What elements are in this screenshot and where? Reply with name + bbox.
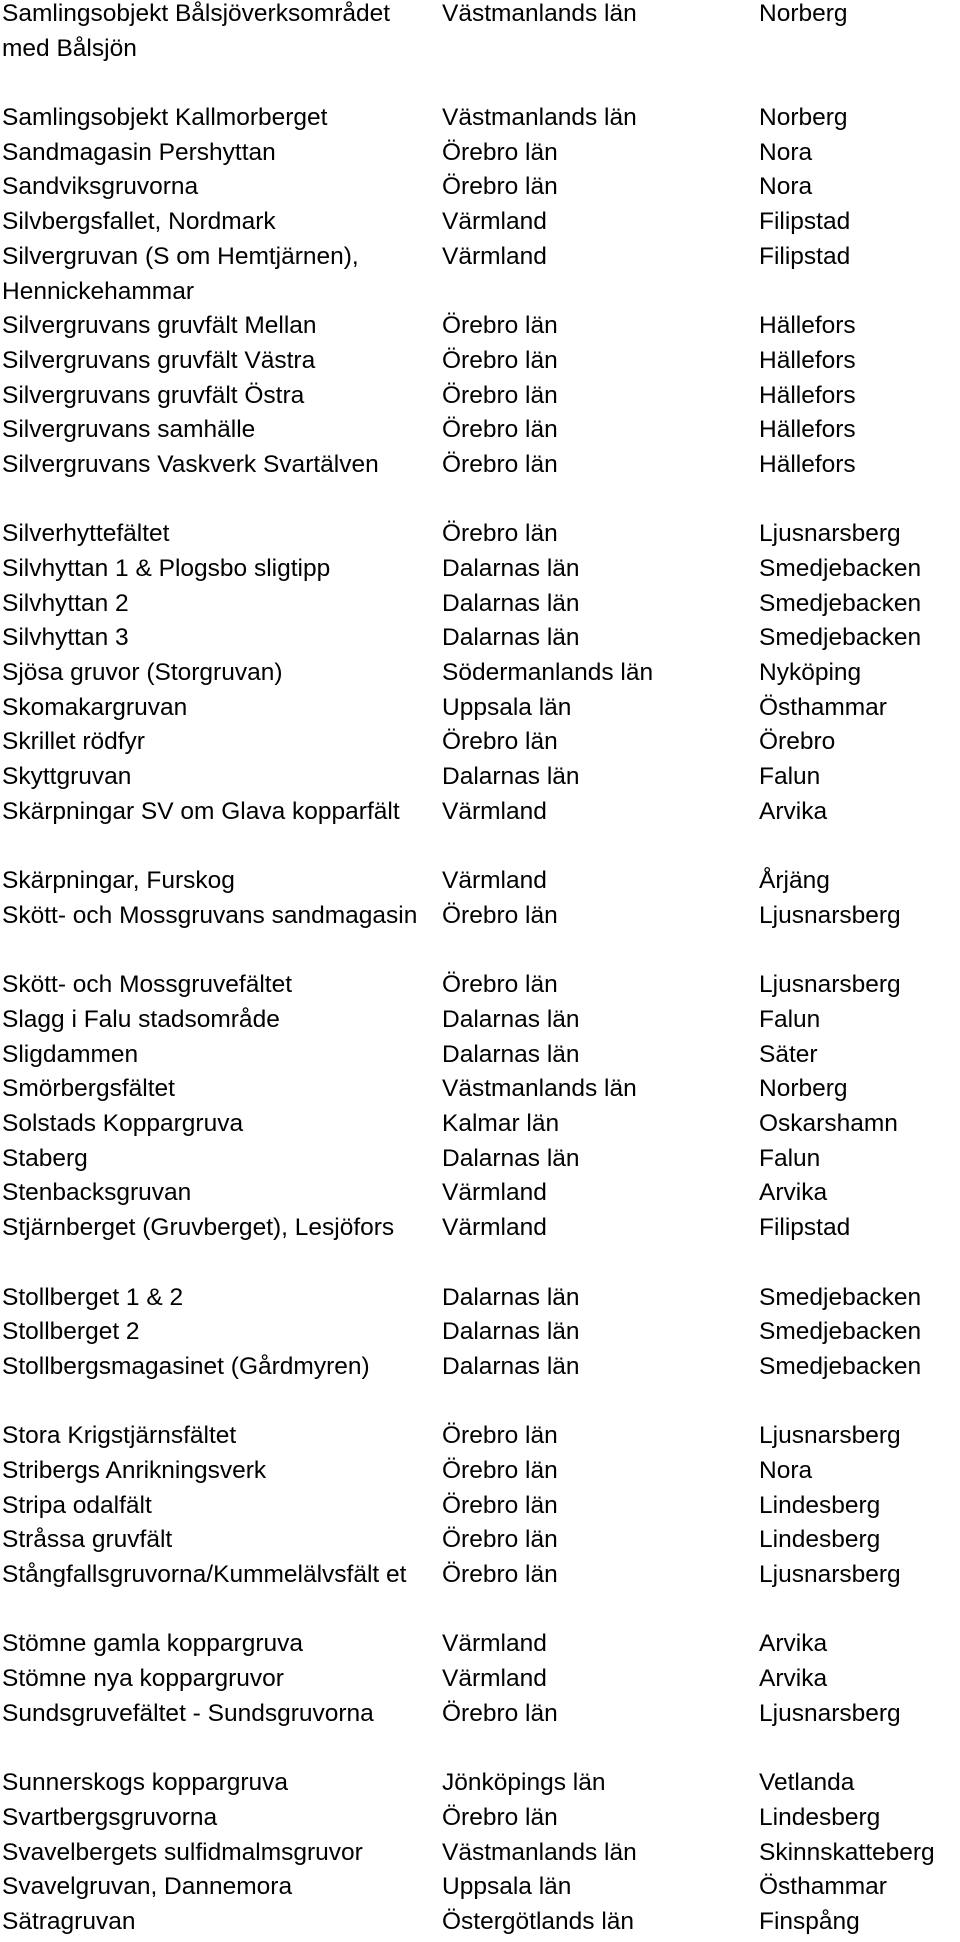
table-row bbox=[2, 101, 960, 136]
municipality-cell: Falun bbox=[759, 763, 821, 791]
table-row bbox=[2, 552, 960, 587]
county-cell: Västmanlands län bbox=[442, 1838, 637, 1866]
table-row bbox=[2, 864, 960, 899]
site-name-cell: Stråssa gruvfält bbox=[2, 1526, 173, 1554]
county-cell: Örebro län bbox=[442, 1491, 558, 1519]
municipality-cell: Filipstad bbox=[759, 1214, 851, 1242]
table-row bbox=[2, 656, 960, 691]
county-cell: Örebro län bbox=[442, 971, 558, 999]
county-cell: Dalarnas län bbox=[442, 763, 580, 791]
table-row bbox=[2, 1281, 960, 1316]
table-row bbox=[2, 1419, 960, 1454]
county-cell: Värmland bbox=[442, 1630, 547, 1658]
table-row bbox=[2, 170, 960, 205]
county-cell: Örebro län bbox=[442, 1526, 558, 1554]
site-name-cell: Stjärnberget (Gruvberget), Lesjöfors bbox=[2, 1214, 395, 1242]
county-cell: Västmanlands län bbox=[442, 1075, 637, 1103]
table-row bbox=[2, 691, 960, 726]
table-row bbox=[2, 1558, 960, 1627]
municipality-cell: Nora bbox=[759, 138, 813, 166]
table-row bbox=[2, 344, 960, 379]
table-row bbox=[2, 760, 960, 795]
county-cell: Örebro län bbox=[442, 520, 558, 548]
municipality-cell: Lindesberg bbox=[759, 1491, 881, 1519]
table-row bbox=[2, 899, 960, 968]
table-row bbox=[2, 136, 960, 171]
county-cell: Östergötlands län bbox=[442, 1907, 635, 1935]
table-row bbox=[2, 587, 960, 622]
table-row bbox=[2, 1003, 960, 1038]
site-name-cell: Silvergruvans Vaskverk Svartälven bbox=[2, 450, 379, 478]
county-cell: Örebro län bbox=[442, 346, 558, 374]
site-name-cell: Stollbergsmagasinet (Gårdmyren) bbox=[2, 1352, 370, 1380]
site-name-cell: Stångfallsgruvorna/Kummelälvsfält et bbox=[2, 1561, 407, 1589]
municipality-cell: Smedjebacken bbox=[759, 589, 922, 617]
table-row bbox=[2, 1627, 960, 1662]
site-name-cell: Sunnerskogs koppargruva bbox=[2, 1769, 289, 1797]
municipality-cell: Oskarshamn bbox=[759, 1110, 898, 1138]
county-cell: Uppsala län bbox=[442, 1873, 572, 1901]
municipality-cell: Smedjebacken bbox=[759, 1318, 922, 1346]
municipality-cell: Norberg bbox=[759, 1075, 848, 1103]
municipality-cell: Ljusnarsberg bbox=[759, 971, 901, 999]
site-name-cell: Silvergruvans gruvfält Östra bbox=[2, 381, 305, 409]
municipality-cell: Lindesberg bbox=[759, 1526, 881, 1554]
table-row bbox=[2, 1350, 960, 1385]
county-cell: Värmland bbox=[442, 867, 547, 895]
site-name-cell: Sundsgruvefältet - Sundsgruvorna bbox=[2, 1699, 374, 1727]
site-name-cell: Svartbergsgruvorna bbox=[2, 1803, 218, 1831]
blank-row bbox=[2, 483, 960, 518]
table-row bbox=[2, 1038, 960, 1073]
county-cell: Dalarnas län bbox=[442, 1006, 580, 1033]
county-cell: Dalarnas län bbox=[442, 589, 580, 617]
municipality-cell: Ljusnarsberg bbox=[759, 1422, 901, 1450]
municipality-cell: Hällefors bbox=[759, 312, 856, 340]
site-name-cell: Svavelgruvan, Dannemora bbox=[2, 1873, 293, 1901]
site-name-cell: Sandmagasin Pershyttan bbox=[2, 138, 276, 166]
county-cell: Uppsala län bbox=[442, 693, 572, 721]
table-row bbox=[2, 1662, 960, 1697]
municipality-cell: Nora bbox=[759, 173, 813, 201]
municipality-cell: Nora bbox=[759, 1456, 813, 1484]
municipality-cell: Ljusnarsberg bbox=[759, 1561, 901, 1589]
site-name-cell: Samlingsobjekt Kallmorberget bbox=[2, 104, 328, 132]
site-name-cell: Skomakargruvan bbox=[2, 693, 188, 721]
site-table bbox=[2, 0, 960, 1940]
site-name-cell: Stömne nya koppargruvor bbox=[2, 1665, 284, 1693]
site-name-cell: Svavelbergets sulfidmalmsgruvor bbox=[2, 1838, 363, 1866]
site-name-cell: Slagg i Falu stadsområde bbox=[2, 1006, 280, 1033]
county-cell: Södermanlands län bbox=[442, 659, 654, 687]
county-cell: Örebro län bbox=[442, 381, 558, 409]
table-row bbox=[2, 205, 960, 240]
site-name-cell: Skyttgruvan bbox=[2, 763, 132, 791]
site-name-cell: Skrillet rödfyr bbox=[2, 728, 145, 756]
blank-row bbox=[2, 66, 960, 101]
table-row bbox=[2, 725, 960, 760]
table-row bbox=[2, 1801, 960, 1836]
municipality-cell: Smedjebacken bbox=[759, 1352, 922, 1380]
site-name-cell: Stollberget 2 bbox=[2, 1318, 140, 1346]
municipality-cell: Lindesberg bbox=[759, 1803, 881, 1831]
site-name-cell: Smörbergsfältet bbox=[2, 1075, 175, 1103]
municipality-cell: Ljusnarsberg bbox=[759, 1699, 901, 1727]
county-cell: Kalmar län bbox=[442, 1110, 560, 1138]
table-row bbox=[2, 1211, 960, 1280]
county-cell: Värmland bbox=[442, 1214, 547, 1242]
site-name-cell: Silvhyttan 3 bbox=[2, 624, 129, 652]
table-row bbox=[2, 1489, 960, 1524]
site-name-cell: Silvergruvans samhälle bbox=[2, 416, 256, 444]
table-row bbox=[2, 1107, 960, 1142]
municipality-cell: Norberg bbox=[759, 0, 848, 27]
county-cell: Dalarnas län bbox=[442, 1040, 580, 1068]
county-cell: Värmland bbox=[442, 208, 547, 236]
municipality-cell: Ljusnarsberg bbox=[759, 520, 901, 548]
county-cell: Jönköpings län bbox=[442, 1769, 606, 1797]
municipality-cell: Arvika bbox=[759, 797, 828, 825]
municipality-cell: Filipstad bbox=[759, 242, 851, 270]
municipality-cell: Arvika bbox=[759, 1665, 828, 1693]
municipality-cell: Hällefors bbox=[759, 381, 856, 409]
blank-row bbox=[2, 1385, 960, 1420]
blank-row bbox=[2, 1731, 960, 1766]
site-name-cell: Skött- och Mossgruvans sandmagasin bbox=[2, 901, 418, 929]
site-name-cell: Stollberget 1 & 2 bbox=[2, 1283, 184, 1311]
municipality-cell: Smedjebacken bbox=[759, 1283, 922, 1311]
table-row bbox=[2, 1523, 960, 1558]
county-cell: Värmland bbox=[442, 797, 547, 825]
county-cell: Dalarnas län bbox=[442, 1144, 580, 1172]
table-row bbox=[2, 795, 960, 864]
county-cell: Örebro län bbox=[442, 1803, 558, 1831]
county-cell: Örebro län bbox=[442, 450, 558, 478]
site-name-cell: Silvhyttan 1 & Plogsbo sligtipp bbox=[2, 555, 331, 583]
site-name-cell: Silvergruvan (S om Hemtjärnen), Hennickehammar bbox=[2, 242, 359, 305]
county-cell: Västmanlands län bbox=[442, 104, 637, 132]
table-row bbox=[2, 517, 960, 552]
county-cell: Värmland bbox=[442, 242, 547, 270]
county-cell: Västmanlands län bbox=[442, 0, 637, 27]
municipality-cell: Hällefors bbox=[759, 416, 856, 444]
county-cell: Örebro län bbox=[442, 312, 558, 340]
municipality-cell: Smedjebacken bbox=[759, 624, 922, 652]
table-row bbox=[2, 968, 960, 1003]
county-cell: Örebro län bbox=[442, 901, 558, 929]
county-cell: Dalarnas län bbox=[442, 1318, 580, 1346]
municipality-cell: Arvika bbox=[759, 1630, 828, 1658]
site-name-cell: Stripa odalfält bbox=[2, 1491, 152, 1519]
table-row bbox=[2, 1905, 960, 1940]
county-cell: Örebro län bbox=[442, 1422, 558, 1450]
table-row bbox=[2, 240, 960, 309]
municipality-cell: Skinnskatteberg bbox=[759, 1838, 935, 1866]
site-name-cell: Silverhyttefältet bbox=[2, 520, 170, 548]
municipality-cell: Hällefors bbox=[759, 450, 856, 478]
site-name-cell: Silvbergsfallet, Nordmark bbox=[2, 208, 276, 236]
site-name-cell: Skött- och Mossgruvefältet bbox=[2, 971, 293, 999]
county-cell: Örebro län bbox=[442, 1561, 558, 1589]
municipality-cell: Falun bbox=[759, 1006, 821, 1033]
table-row bbox=[2, 1697, 960, 1732]
municipality-cell: Östhammar bbox=[759, 693, 887, 721]
site-name-cell: Stömne gamla koppargruva bbox=[2, 1630, 303, 1658]
municipality-cell: Nyköping bbox=[759, 659, 862, 687]
county-cell: Dalarnas län bbox=[442, 624, 580, 652]
site-name-cell: Sandviksgruvorna bbox=[2, 173, 199, 201]
municipality-cell: Falun bbox=[759, 1144, 821, 1172]
table-row bbox=[2, 1176, 960, 1211]
municipality-cell: Finspång bbox=[759, 1907, 860, 1935]
table-row bbox=[2, 379, 960, 414]
table-row bbox=[2, 1836, 960, 1871]
table-row bbox=[2, 1454, 960, 1489]
site-name-cell: Stora Krigstjärnsfältet bbox=[2, 1422, 237, 1450]
site-name-cell: Silvergruvans gruvfält Mellan bbox=[2, 312, 317, 340]
site-name-cell: Samlingsobjekt Bålsjöverksområdet med Bålsjön bbox=[2, 0, 391, 62]
table-row bbox=[2, 1315, 960, 1350]
municipality-cell: Ljusnarsberg bbox=[759, 901, 901, 929]
municipality-cell: Årjäng bbox=[759, 867, 830, 895]
county-cell: Värmland bbox=[442, 1179, 547, 1207]
table-row bbox=[2, 0, 960, 66]
site-name-cell: Solstads Koppargruva bbox=[2, 1110, 244, 1138]
municipality-cell: Örebro bbox=[759, 728, 836, 756]
county-cell: Dalarnas län bbox=[442, 1352, 580, 1380]
site-name-cell: Silvhyttan 2 bbox=[2, 589, 129, 617]
county-cell: Örebro län bbox=[442, 173, 558, 201]
municipality-cell: Smedjebacken bbox=[759, 555, 922, 583]
county-cell: Örebro län bbox=[442, 138, 558, 166]
table-row bbox=[2, 309, 960, 344]
county-cell: Dalarnas län bbox=[442, 555, 580, 583]
county-cell: Örebro län bbox=[442, 416, 558, 444]
table-row bbox=[2, 621, 960, 656]
county-cell: Örebro län bbox=[442, 1456, 558, 1484]
table-row bbox=[2, 448, 960, 483]
site-name-cell: Skärpningar, Furskog bbox=[2, 867, 235, 895]
municipality-cell: Vetlanda bbox=[759, 1769, 855, 1797]
site-name-cell: Sjösa gruvor (Storgruvan) bbox=[2, 659, 283, 687]
municipality-cell: Arvika bbox=[759, 1179, 828, 1207]
site-name-cell: Stribergs Anrikningsverk bbox=[2, 1456, 267, 1484]
municipality-cell: Säter bbox=[759, 1040, 818, 1068]
table-row bbox=[2, 1870, 960, 1905]
table-row bbox=[2, 1072, 960, 1107]
municipality-cell: Östhammar bbox=[759, 1873, 887, 1901]
site-name-cell: Stenbacksgruvan bbox=[2, 1179, 192, 1207]
county-cell: Värmland bbox=[442, 1665, 547, 1693]
table-row bbox=[2, 413, 960, 448]
county-cell: Örebro län bbox=[442, 728, 558, 756]
municipality-cell: Norberg bbox=[759, 104, 848, 132]
site-name-cell: Sätragruvan bbox=[2, 1907, 136, 1935]
site-name-cell: Skärpningar SV om Glava kopparfält bbox=[2, 797, 400, 825]
county-cell: Dalarnas län bbox=[442, 1283, 580, 1311]
site-name-cell: Staberg bbox=[2, 1144, 88, 1172]
municipality-cell: Filipstad bbox=[759, 208, 851, 236]
table-row bbox=[2, 1142, 960, 1177]
municipality-cell: Hällefors bbox=[759, 346, 856, 374]
county-cell: Örebro län bbox=[442, 1699, 558, 1727]
site-name-cell: Sligdammen bbox=[2, 1040, 139, 1068]
site-name-cell: Silvergruvans gruvfält Västra bbox=[2, 346, 316, 374]
table-row bbox=[2, 1766, 960, 1801]
